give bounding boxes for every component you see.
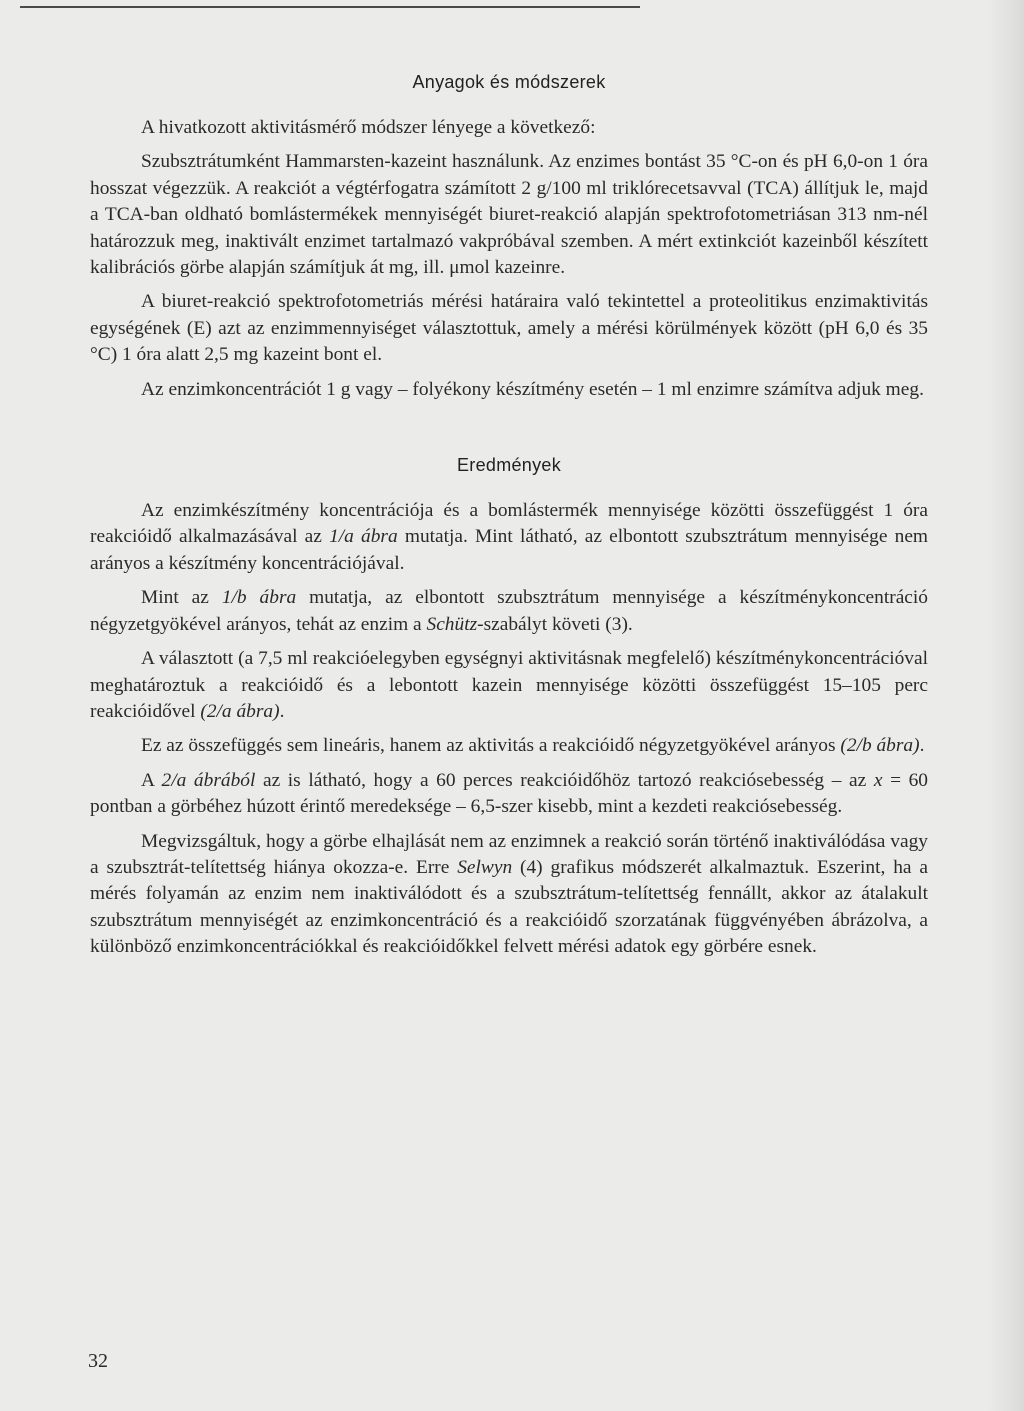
text-run: Az enzimkészítmény koncentrációja és a bomlástermék mennyisége közötti összefüggést 1 óra reakcióidő alkalmazásával az bbox=[90, 500, 928, 548]
text-run: Megvizsgáltuk, hogy a görbe elhajlását nem az enzimnek a reakció során történő inaktiválódása vagy a szubsztrát-telítettség hiánya okozza-e. Erre bbox=[90, 830, 928, 878]
text-run: mutatja. Mint látható, az elbontott szubsztrátum mennyisége nem arányos a készítmény koncentrációjával. bbox=[90, 526, 929, 574]
text-run: (4) grafikus módszerét alkalmaztuk. Eszerint, ha a mérés folyamán az enzim nem inaktiválódott és a szubsztrátum-telítettség fennállt, akkor az átalakult szubsztrátum mennyiségét az enzimkoncentráció és a reakcióidő szorzatának függvényében ábrázolva, a különböző enzimkoncentrációkkal és reakcióidőkkel felvett mérési adatok egy görbére esnek. bbox=[90, 856, 928, 958]
text-run: mutatja, az elbontott szubsztrátum mennyisége a készítménykoncentráció négyzetgyökével arányos, tehát az enzim a bbox=[90, 587, 928, 635]
page-edge-shadow bbox=[986, 0, 1024, 1411]
author-name: Schütz bbox=[426, 613, 478, 635]
text-run: . bbox=[279, 700, 285, 722]
figure-reference: 1/b ábra bbox=[221, 587, 297, 609]
results-paragraph-4 bbox=[90, 733, 928, 759]
text-run: A bbox=[141, 769, 162, 791]
figure-reference: (2/a ábra) bbox=[200, 700, 280, 722]
text-run: = 60 pontban a görbéhez húzott érintő meredeksége – 6,5-szer kisebb, mint a kezdeti reakciósebesség. bbox=[90, 769, 929, 818]
heading-methods: Anyagok és módszerek bbox=[412, 72, 606, 92]
figure-reference: 1/a ábra bbox=[329, 526, 398, 548]
methods-paragraph-2: Szubsztrátumként Hammarsten-kazeint használunk. Az enzimes bontást 35 °C-on és pH 6,0-on 1 óra hosszat végezzük. A reakciót a végtérfogatra számított 2 g/100 ml triklórecetsavval (TCA) állítjuk le, majd a TCA-ban oldható bomlástermékek mennyiségét biuret-reakció alapján spektrofotometriásan 313 nm-nél határozzuk meg, inaktivált enzimet tartalmazó vakpróbával szemben. A mért extinkciót kazeinből készített kalibrációs görbe alapján számítjuk át mg, ill. μmol kazeinre. bbox=[90, 151, 928, 279]
results-paragraph-6 bbox=[90, 829, 928, 961]
results-paragraph-1 bbox=[90, 498, 928, 577]
methods-paragraph-3: A biuret-reakció spektrofotometriás mérési határaira való tekintettel a proteolitikus enzimaktivitás egységének (E) azt az enzimmennyiséget választottuk, amely a mérési körülmények között (pH 6,0 és 35 °C) 1 óra alatt 2,5 mg kazeint bont el. bbox=[90, 291, 928, 366]
text-run: Mint az bbox=[141, 587, 222, 609]
variable-x: x bbox=[873, 769, 883, 791]
page-body bbox=[90, 72, 928, 969]
methods-paragraph-4: Az enzimkoncentrációt 1 g vagy – folyékony készítmény esetén – 1 ml enzimre számítva adjuk meg. bbox=[141, 378, 924, 400]
top-rule bbox=[20, 6, 640, 8]
heading-results: Eredmények bbox=[456, 455, 562, 476]
text-run: az is látható, hogy a 60 perces reakcióidőhöz tartozó reakciósebesség – az bbox=[255, 769, 874, 791]
page-number: 32 bbox=[88, 1350, 108, 1372]
figure-reference: 2/a ábrából bbox=[161, 769, 256, 791]
text-run: A választott (a 7,5 ml reakcióelegyben egységnyi aktivitásnak megfelelő) készítménykoncentrációval meghatároztuk a reakcióidő és a lebontott kazein mennyisége közötti összefüggést 15–105 perc reakcióidővel bbox=[90, 648, 928, 722]
author-name: Selwyn bbox=[457, 856, 513, 878]
results-paragraph-2 bbox=[90, 585, 928, 638]
results-paragraph-3 bbox=[90, 646, 928, 725]
results-paragraph-5 bbox=[90, 768, 928, 821]
text-run: . bbox=[919, 735, 925, 757]
text-run: -szabályt követi (3). bbox=[477, 613, 633, 635]
figure-reference: (2/b ábra) bbox=[840, 735, 920, 757]
methods-paragraph-1: A hivatkozott aktivitásmérő módszer lényege a következő: bbox=[141, 117, 596, 138]
text-run: Ez az összefüggés sem lineáris, hanem az aktivitás a reakcióidő négyzetgyökével arányos bbox=[141, 735, 841, 757]
